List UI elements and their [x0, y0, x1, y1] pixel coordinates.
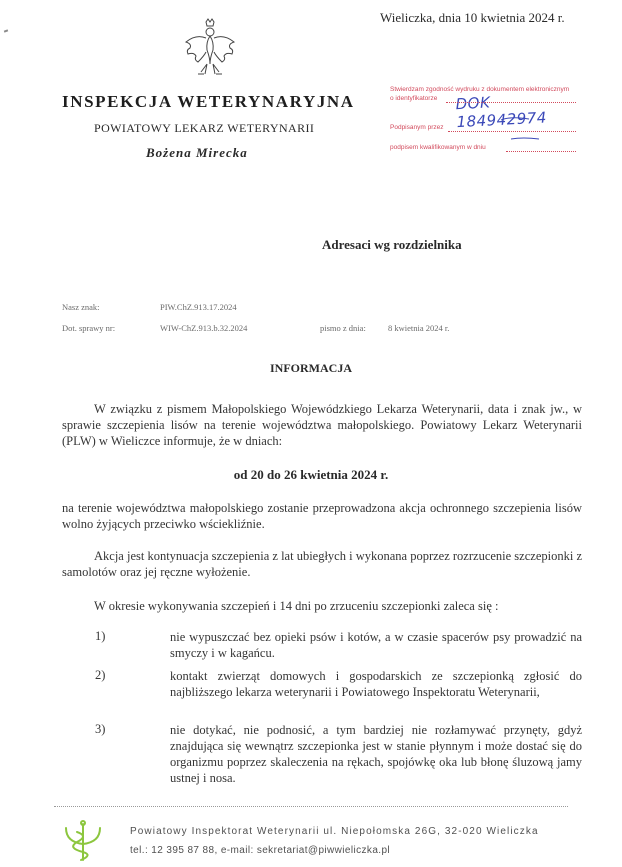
footer-divider — [54, 806, 568, 807]
stamp-line-2: o identyfikatorze — [390, 95, 438, 102]
certification-stamp — [390, 86, 578, 156]
paragraph-3: Akcja jest kontynuacja szczepienia z lat ubiegłych i wykonana poprzez rozrzucenie szczepionki z samolotów oraz jej ręczne wyłożenie. — [62, 549, 582, 579]
stamp-identifier: DOK 184942974 — [455, 93, 548, 132]
stamp-dotted-line — [448, 131, 576, 132]
stamp-scribble — [500, 116, 530, 122]
letter-date-value: 8 kwietnia 2024 r. — [388, 323, 450, 333]
veterinary-caduceus-logo — [60, 818, 106, 864]
addressee: Adresaci wg rozdzielnika — [322, 237, 462, 252]
footer-address: Powiatowy Inspektorat Weterynarii ul. Niepołomska 26G, 32-020 Wieliczka — [130, 826, 539, 837]
paragraph-1: W związku z pismem Małopolskiego Wojewódzkiego Lekarza Weterynarii, data i znak jw., w sprawie szczepienia lisów na terenie województwa małopolskiego. Powiatowy Lekarz Weterynarii (PLW) w Wieliczce informuje, że w dniach: — [62, 402, 582, 448]
stamp-scribble — [510, 136, 540, 142]
paragraph-4: W okresie wykonywania szczepień i 14 dni po zrzuceniu szczepionki zaleca się : — [94, 599, 499, 613]
org-title: INSPEKCJA WETERYNARYJNA — [62, 92, 355, 111]
stamp-dotted-line — [446, 102, 576, 103]
case-label: Dot. sprawy nr: — [62, 323, 116, 333]
our-ref-label: Nasz znak: — [62, 302, 100, 312]
campaign-dates: od 20 do 26 kwietnia 2024 r. — [233, 467, 389, 482]
org-subtitle: POWIATOWY LEKARZ WETERYNARII — [94, 121, 315, 135]
list-item: nie wypuszczać bez opieki psów i kotów, a w czasie spacerów psy prowadzić na smyczy i w kagańcu. — [170, 630, 582, 660]
list-number: 1) — [95, 629, 106, 643]
scan-mark — [4, 29, 8, 32]
our-ref-value: PIW.ChZ.913.17.2024 — [160, 302, 237, 312]
case-value: WIW-ChZ.913.b.32.2024 — [160, 323, 248, 333]
document-heading: INFORMACJA — [270, 361, 352, 375]
footer-contact: tel.: 12 395 87 88, e-mail: sekretariat@piwwieliczka.pl — [130, 845, 391, 856]
list-item: kontakt zwierząt domowych i gospodarskich ze szczepionką zgłosić do najbliższego lekarza weterynarii i Powiatowego Inspektoratu Weterynarii, — [170, 669, 582, 699]
org-person: Bożena Mirecka — [146, 145, 248, 160]
place-date: Wieliczka, dnia 10 kwietnia 2024 r. — [380, 10, 565, 25]
list-item: nie dotykać, nie podnosić, a tym bardziej nie rozłamywać przynęty, gdyż znajdująca się wewnątrz szczepionka jest w stanie płynnym i może dostać się do organizmu poprzez skaleczenia na rękach, spojówkę oka lub błonę śluzową jamy ustnej i nosa. — [170, 723, 582, 785]
polish-eagle-emblem — [182, 18, 238, 80]
list-number: 2) — [95, 668, 106, 682]
list-number: 3) — [95, 722, 106, 736]
stamp-line-1: Stwierdzam zgodność wydruku z dokumentem elektronicznym — [390, 86, 570, 93]
stamp-line-4: podpisem kwalifikowanym w dniu — [390, 144, 486, 151]
letter-date-label: pismo z dnia: — [320, 323, 366, 333]
stamp-dotted-line — [506, 151, 576, 152]
paragraph-2: na terenie województwa małopolskiego zostanie przeprowadzona akcja ochronnego szczepienia lisów wolno żyjących przeciwko wściekliźnie. — [62, 501, 582, 531]
stamp-line-3: Podpisanym przez — [390, 124, 444, 131]
